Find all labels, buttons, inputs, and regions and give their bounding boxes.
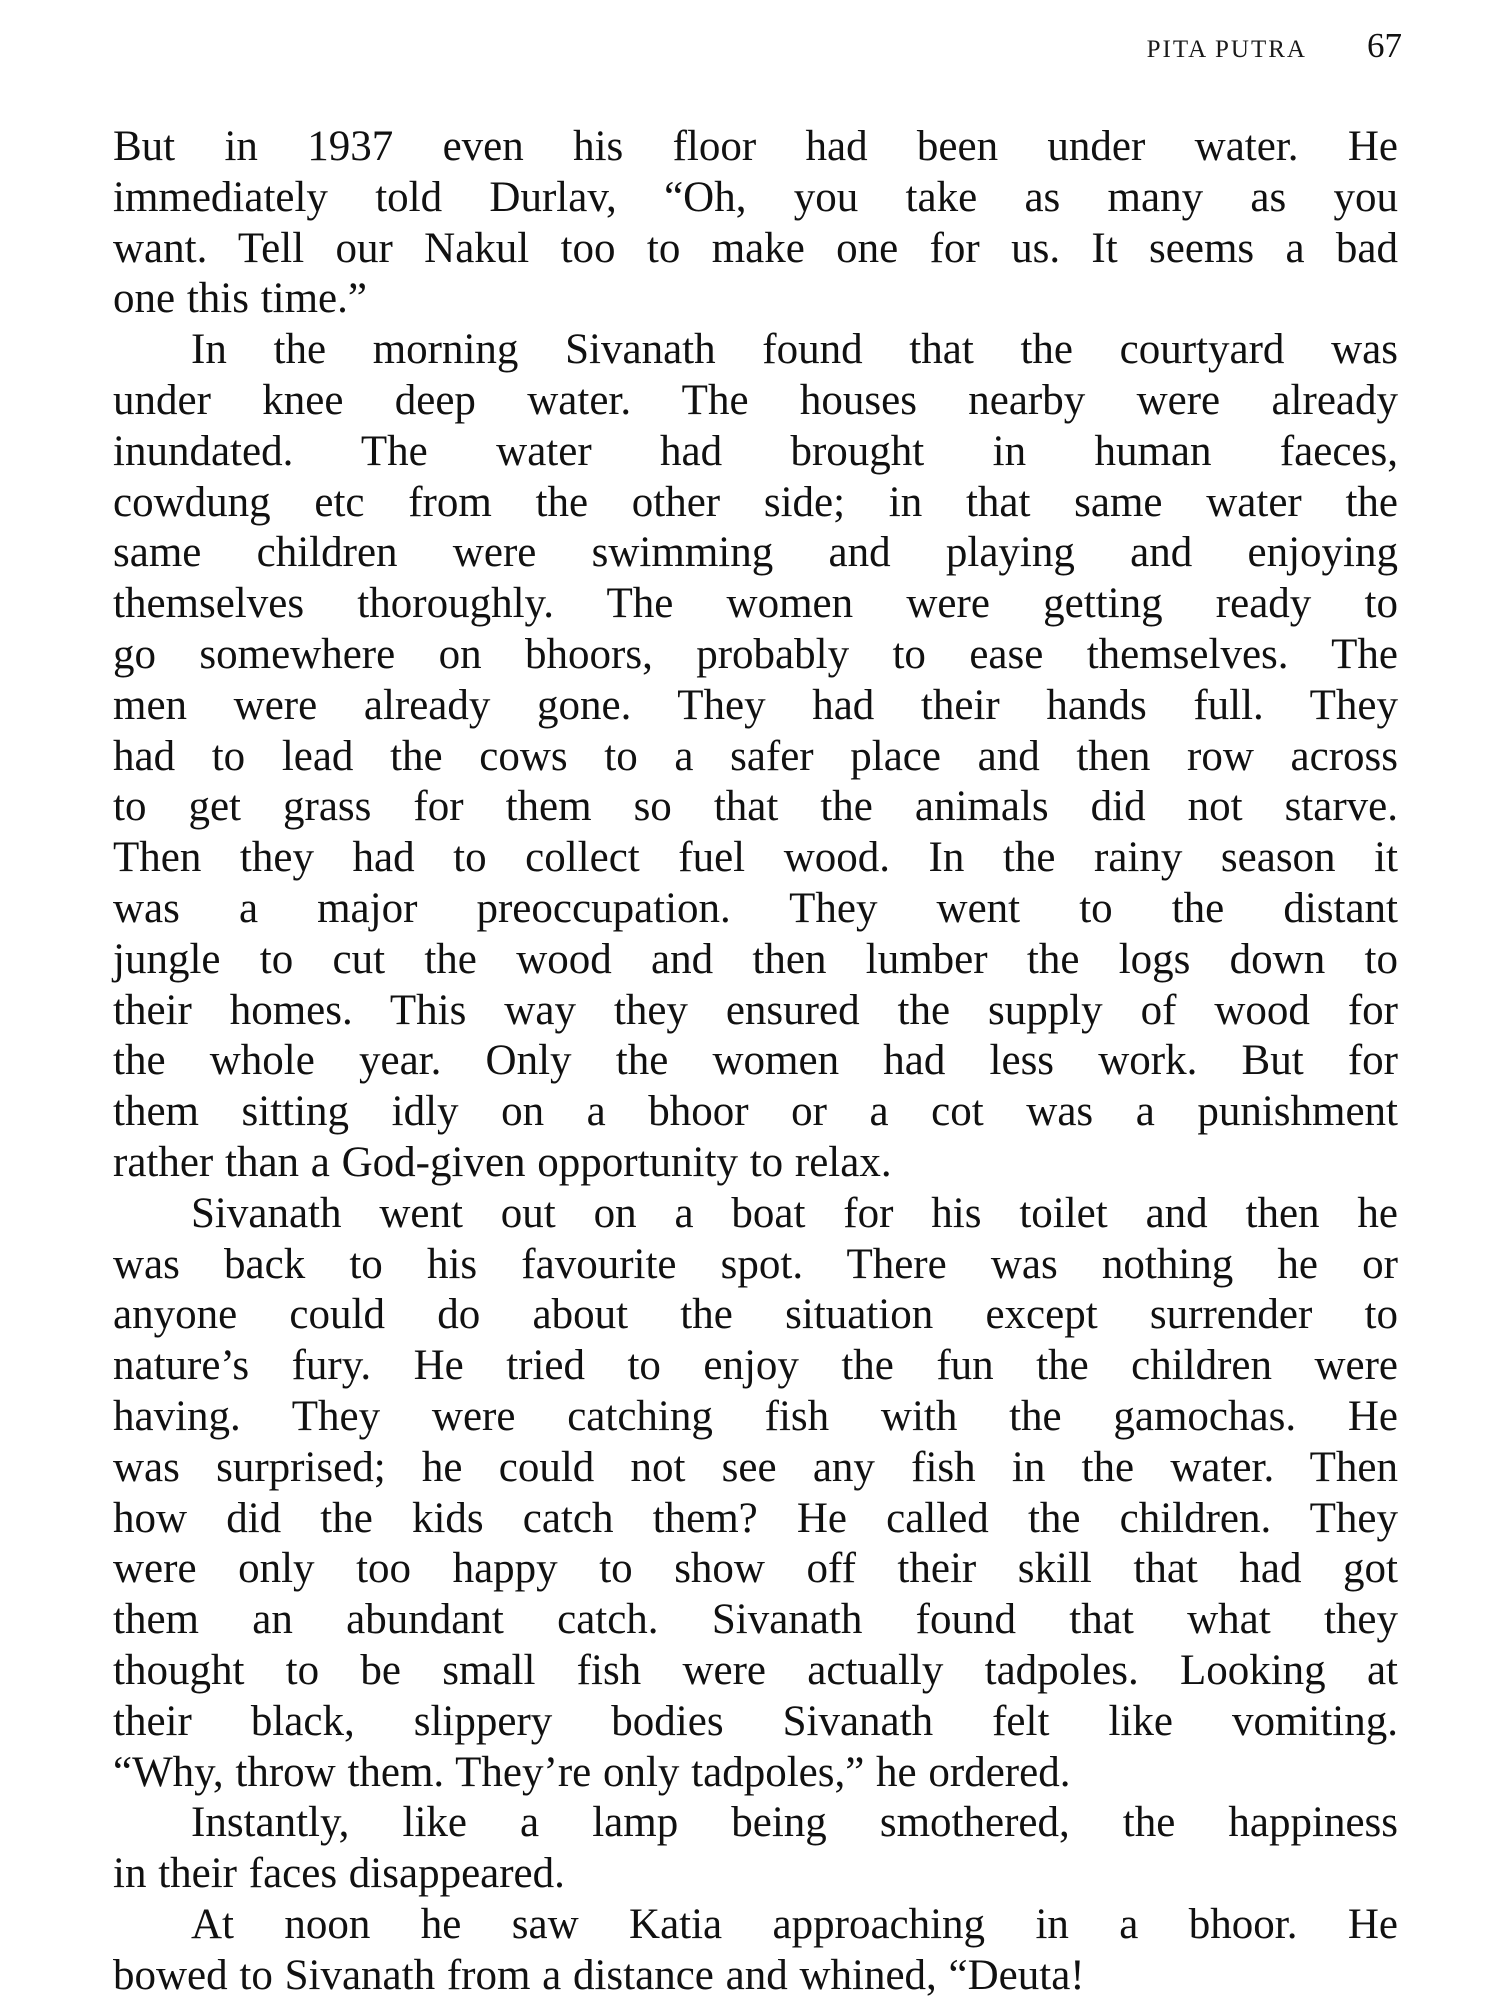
paragraph <box>113 122 1398 325</box>
text-line: their homes. This way they ensured the supply of wood for <box>113 986 1398 1034</box>
text-line: cowdung etc from the other side; in that same water the <box>113 478 1398 526</box>
text-line: them an abundant catch. Sivanath found that what they <box>113 1596 1398 1644</box>
text-line: was a major preoccupation. They went to the distant <box>113 884 1398 932</box>
text-line: Instantly, like a lamp being smothered, the happiness <box>191 1799 1398 1847</box>
text-line: bowed to Sivanath from a distance and whined, “Deuta! <box>113 1951 1085 1999</box>
text-line: immediately told Durlav, “Oh, you take as many as you <box>113 173 1398 221</box>
text-line: under knee deep water. The houses nearby were already <box>113 376 1398 424</box>
text-line: But in 1937 even his floor had been under water. He <box>113 123 1398 170</box>
text-line: having. They were catching fish with the gamochas. He <box>113 1392 1398 1440</box>
text-line: had to lead the cows to a safer place and then row across <box>113 732 1398 780</box>
text-line: to get grass for them so that the animals did not starve. <box>113 783 1398 831</box>
text-line: them sitting idly on a bhoor or a cot was a punishment <box>113 1088 1398 1136</box>
text-line: Sivanath went out on a boat for his toilet and then he <box>191 1189 1398 1237</box>
text-line: the whole year. Only the women had less work. But for <box>113 1037 1398 1085</box>
text-line: themselves thoroughly. The women were getting ready to <box>113 580 1398 628</box>
text-line: their black, slippery bodies Sivanath felt like vomiting. <box>113 1697 1398 1745</box>
text-line: At noon he saw Katia approaching in a bhoor. He <box>191 1900 1398 1948</box>
text-line: go somewhere on bhoors, probably to ease themselves. The <box>113 630 1398 678</box>
text-line: how did the kids catch them? He called the children. They <box>113 1494 1398 1542</box>
paragraph <box>113 325 1398 1189</box>
running-head <box>1147 26 1402 66</box>
text-line: Then they had to collect fuel wood. In the rainy season it <box>113 834 1398 882</box>
text-line: rather than a God-given opportunity to relax. <box>113 1138 892 1186</box>
text-line: want. Tell our Nakul too to make one for us. It seems a bad <box>113 224 1398 272</box>
text-line: “Why, throw them. They’re only tadpoles,” he ordered. <box>113 1748 1071 1796</box>
body-text <box>113 122 1398 2001</box>
paragraph <box>113 1189 1398 1799</box>
text-line: inundated. The water had brought in human faeces, <box>113 427 1398 475</box>
text-line: men were already gone. They had their hands full. They <box>113 681 1398 729</box>
text-line: was back to his favourite spot. There was nothing he or <box>113 1240 1398 1288</box>
text-line: was surprised; he could not see any fish in the water. Then <box>113 1443 1398 1491</box>
text-line: In the morning Sivanath found that the courtyard was <box>191 326 1398 374</box>
text-line: in their faces disappeared. <box>113 1850 565 1898</box>
paragraph <box>113 1900 1398 2001</box>
text-line: were only too happy to show off their skill that had got <box>113 1545 1398 1593</box>
text-line: nature’s fury. He tried to enjoy the fun the children were <box>113 1342 1398 1390</box>
text-line: anyone could do about the situation except surrender to <box>113 1291 1398 1339</box>
running-title: PITA PUTRA <box>1146 36 1307 63</box>
text-line: same children were swimming and playing and enjoying <box>113 529 1398 577</box>
text-line: one this time.” <box>113 275 367 323</box>
paragraph <box>113 1798 1398 1900</box>
page-number: 67 <box>1367 26 1402 65</box>
text-line: jungle to cut the wood and then lumber the logs down to <box>113 935 1398 983</box>
text-line: thought to be small fish were actually tadpoles. Looking at <box>113 1646 1398 1694</box>
